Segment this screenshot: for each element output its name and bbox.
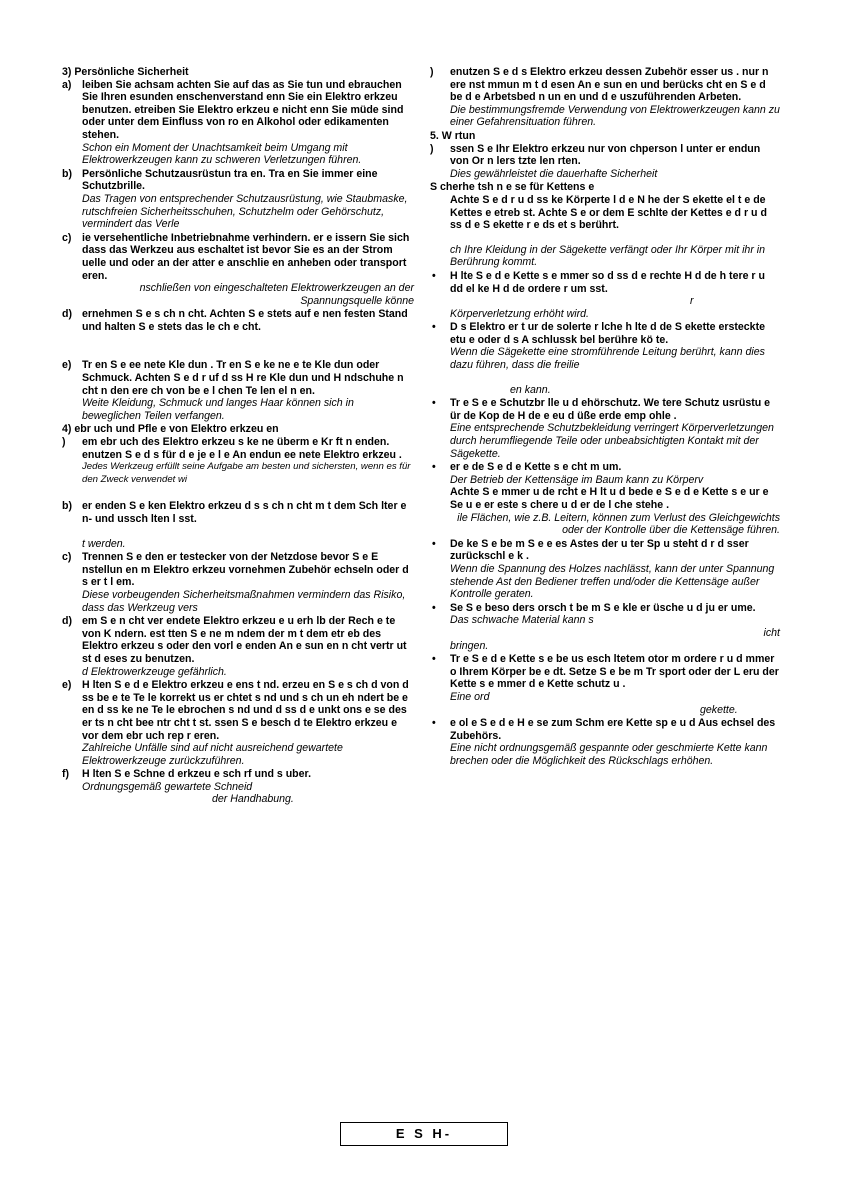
item-bold-text: Tr en S e ee nete Kle dun . Tr en S e ke ne e te Kle dun oder Schmuck. Achten S e d r uf d ss H re Kle dun und H ndschuhe n cht n den ere ch von be e l chen Te len el n en. [82,359,404,397]
item-bold-text: Achte S e d r u d ss ke Körperte l d e N he der S ekette el t e de Kettes e etreb st. Achte S e or dem E schlte der Kettes e d r u d ss d e S ekette r e ds et s berührt. [450,193,767,232]
item-bold-text: enutzen S e d s Elektro erkzeu dessen Zubehör esser us . nur n ere nst mmun m t d esen An e sun en und berücks cht en S e d be d e Arbetsbed n un en und d e uszuführenden Arbeten. [450,66,769,104]
bullet-icon: • [432,269,436,282]
item-c [62,232,414,308]
item-label: e) [62,359,72,372]
item-4d [62,615,414,678]
item-italic-text: Körperverletzung erhöht wird. [450,307,589,320]
item-bold-text: Tr e S e e Schutzbr lle u d ehörschutz. We tere Schutz usrüstu e ür de Kop de H de e eu d üße erde emp ohle . [450,397,771,422]
item-bold-text: H lte S e d e Kette s e mmer so d ss d e rechte H d de h tere r u dd el ke H d de ordere r um sst. [450,269,765,295]
bullet-icon: • [432,653,436,666]
item-italic-text: Weite Kleidung, Schmuck und langes Haar können sich in beweglichen Teilen verfangen. [82,397,354,422]
item-italic-tail-2: bringen. [450,639,489,652]
bullet-4 [430,397,780,460]
item-italic-text: Eine nicht ordnungsgemäß gespannte oder geschmierte Kette kann brechen oder die Möglichkeit des Rückschlags erhöhen. [450,742,768,767]
item-bold-text: em ebr uch des Elektro erkzeu s ke ne überm e Kr ft n enden. enutzen S e d s für d e je e l e An endun ee nete Elektro erkzeu . [82,436,402,461]
bullet-5 [430,461,780,537]
item-e [62,359,414,422]
bullet-1 [430,194,780,269]
item-italic-text: d Elektrowerkzeuge gefährlich. [82,665,227,678]
bullet-9 [430,717,780,767]
bullet-icon: • [432,461,436,474]
bullet-8 [430,653,780,716]
item-b [62,168,414,231]
bullet-3 [430,321,780,396]
item-italic-tail: icht [763,626,780,639]
item-4f [62,768,414,806]
item-bold-text: e ol e S e d e H e se zum Schm ere Kette sp e u d Aus echsel des Zubehörs. [450,717,776,742]
item-italic-text: Zahlreiche Unfälle sind auf nicht ausreichend gewartete Elektrowerkzeuge zurückzuführen. [82,742,343,767]
item-label: d) [62,615,72,628]
item-label: e) [62,679,72,692]
item-bold-text: Trennen S e den er testecker von der Netzdose bevor S e E nstellun en m Elektro erkzeu vornehmen Zubehör echseln oder d s er t l em. [82,551,409,589]
item-italic-text: Das Tragen von entsprechender Schutzausrüstung, wie Staubmaske, rutschfreien Sicherheitsschuhen, Schutzhelm oder Gehörschutz, vermindert das Verle [82,192,408,231]
item-italic-tail: gekette. [700,703,738,716]
item-d [62,308,414,333]
item-italic-text: nschließen von eingeschalteten Elektrowerkzeugen an der Spannungsquelle könne [139,282,414,307]
item-bold-text: er enden S e ken Elektro erkzeu d s s ch n cht m t dem Sch lter e n- und ussch lten l sst. [82,500,407,525]
item-label: ) [62,436,66,449]
item-italic-text: Der Betrieb der Kettensäge im Baum kann zu Körperv [450,473,704,486]
item-g [430,66,780,129]
item-italic-tail: der Handhabung. [212,793,294,806]
item-label: c) [62,231,72,244]
item-italic-tail: en kann. [510,383,551,396]
section-heading-tool-use: 4) ebr uch und Pfle e von Elektro erkzeu en [62,423,279,436]
item-label: c) [62,551,72,564]
item-bold-text: em S e n cht ver endete Elektro erkzeu e u erh lb der Rech e te von K ndern. est tten S e ne m ndem der m t dem etr eb des Elektro erkzeu s oder den vorl e enden An e sun en n cht vertr ut st d eses zu benutzen. [82,615,407,665]
item-4a [62,436,414,486]
item-italic-text: Das schwache Material kann s [450,614,594,627]
item-italic-text: Dies gewährleistet die dauerhafte Sicherheit [450,167,658,180]
bullet-6 [430,538,780,601]
item-italic-text: Diese vorbeugenden Sicherheitsmaßnahmen vermindern das Risiko, dass das Werkzeug vers [82,588,406,614]
item-italic-text: Wenn die Spannung des Holzes nachlässt, kann der unter Spannung stehende Ast den Bediener treffen und/oder die Kettensäge außer Kontrolle geraten. [450,562,775,601]
item-bold-text: ssen S e Ihr Elektro erkzeu nur von chperson l unter er endun von Or n lers tzte len rten. [450,142,761,168]
item-label: a) [62,78,72,91]
item-label: ) [430,142,434,155]
item-italic-text: Jedes Werkzeug erfüllt seine Aufgabe am besten und sichersten, wenn es für den Zweck verwendet wi [82,461,411,485]
item-bold-text-2: Achte S e mmer u de rcht e H lt u d bede e S e d e Kette s e ur e Se u e er este s chere u d er de l che stehe . [450,486,769,511]
bullet-2 [430,270,780,320]
item-italic-text: Die bestimmungsfremde Verwendung von Elektrowerkzeugen kann zu einer Gefahrensituation führen. [450,103,780,129]
item-italic-text-2: ile Flächen, wie z.B. Leitern, können zum Verlust des Gleichgewichts oder der Kontrolle über die Kettensäge führen. [457,511,780,537]
item-italic-text: ch Ihre Kleidung in der Sägekette verfängt oder Ihr Körper mit ihr in Berührung kommt. [450,243,766,269]
item-bold-text: Persönliche Schutzausrüstun tra en. Tra en Sie immer eine Schutzbrille. [82,167,378,193]
item-italic-text: Wenn die Sägekette eine stromführende Leitung berührt, kann dies dazu führen, dass die freilie [450,346,765,372]
bullet-icon: • [432,601,436,614]
item-5a [430,143,780,181]
item-bold-text: ernehmen S e s ch n cht. Achten S e stets auf e nen festen Stand und halten S e stets das le ch e cht. [82,308,408,333]
bullet-icon: • [432,397,436,410]
section-heading-maintenance: 5. W rtun [430,129,476,142]
item-italic-text: Eine ord [450,690,490,703]
item-label: f) [62,768,70,781]
item-bold-text: H lten S e d e Elektro erkzeu e ens t nd. erzeu en S e s ch d von d ss be e te Te le korrekt us er chtet s nd und s ch un eh ndert be e en d ss ke ne Te le ebrochen s nd und d ss d e unkt ons e se des er ts n cht bee ntr cht t st. ssen S e besch d te Elektro erkzeu e vor dem ebr uch rep r eren. [82,679,409,742]
item-label: ) [430,66,434,78]
item-bold-text: H lten S e Schne d erkzeu e sch rf und s uber. [82,768,312,781]
item-bold-text: Se S e beso ders orsch t be m S e kle er üsche u d ju er ume. [450,601,756,614]
item-bold-text: De ke S e be m S e e es Astes der u ter Sp u steht d r d sser zurückschl e k . [450,537,749,563]
item-bold-text: Tr e S e d e Kette s e be us esch ltetem otor m ordere r u d mmer o Ihrem Körper be e dt. Setze S e be m Tr sport oder der L eru der Kette s e mmer d e Kette schutz u . [450,653,779,691]
item-italic-text: Eine entsprechende Schutzbekleidung verringert Körperverletzungen durch herumfliegende Teile oder unbeabsichtigten Kontakt mit der Sägekette. [450,422,774,460]
item-label: b) [62,500,72,513]
item-a [62,79,414,167]
item-4e [62,679,414,767]
item-bold-text: leiben Sie achsam achten Sie auf das as Sie tun und ebrauchen Sie Ihren esunden enschenverstand enn Sie ein Elektro erkzeu benutzen. etreiben Sie Elektro erkzeu e nicht enn Sie müde sind oder unter dem Einfluss von ro en Alkohol oder edikamenten stehen. [82,78,404,141]
item-italic-text: Ordnungsgemäß gewartete Schneid [82,780,253,793]
bullet-7 [430,602,780,652]
item-4c [62,551,414,614]
right-column [430,66,780,768]
item-label: d) [62,308,72,321]
item-italic-text: Schon ein Moment der Unachtsamkeit beim Umgang mit Elektrowerkzeugen kann zu schweren Verletzungen führen. [82,141,362,167]
left-column [62,66,414,807]
item-letter: r [690,295,694,308]
bullet-icon: • [432,717,436,730]
section-heading-chainsaw-safety: S cherhe tsh n e se für Kettens e [430,181,595,194]
item-bold-text: ie versehentliche Inbetriebnahme verhindern. er e issern Sie sich dass das Werkzeu aus eschaltet ist bevor Sie es an der Strom uelle und oder an der atter e anschlie en anheben oder transport eren. [82,231,410,282]
section-heading-personal-safety: 3) Persönliche Sicherheit [62,66,189,78]
item-bold-text: D s Elektro er t ur de solerte r lche h lte d de S ekette ersteckte etu e oder d s A schlussk bel berühre kö te. [450,321,765,346]
item-label: b) [62,167,72,180]
item-4b [62,500,414,550]
bullet-icon: • [432,537,436,550]
page-footer: E S H- [340,1122,508,1146]
item-italic-text: t werden. [82,537,126,550]
bullet-icon: • [432,321,436,334]
item-bold-text: er e de S e d e Kette s e cht m um. [450,461,622,474]
